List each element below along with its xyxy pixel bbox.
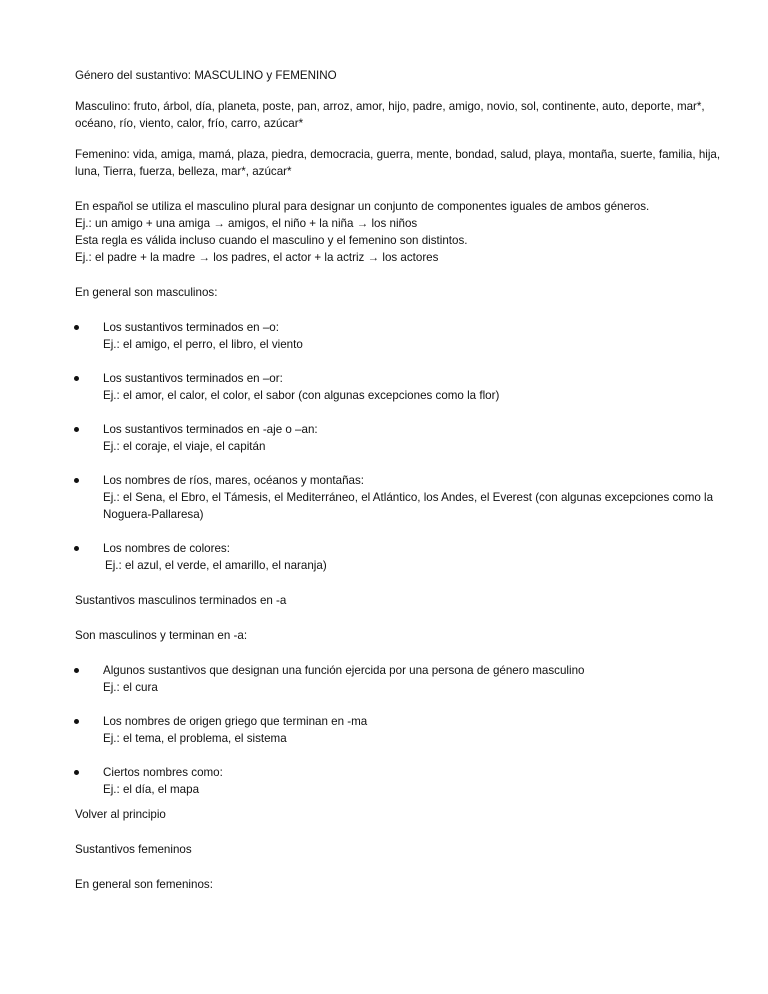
document-title: Género del sustantivo: MASCULINO y FEMENINO <box>75 69 337 82</box>
list-item-label: Los nombres de ríos, mares, océanos y montañas: <box>103 474 364 487</box>
list-item-example: Ej.: el tema, el problema, el sistema <box>103 732 287 745</box>
plural-rule-note: Esta regla es válida incluso cuando el masculino y el femenino son distintos. <box>75 234 468 247</box>
list-item-example: Ej.: el Sena, el Ebro, el Támesis, el Mediterráneo, el Atlántico, los Andes, el Everest (con algunas excepciones como la Noguera-Pallaresa) <box>103 491 714 521</box>
masculine-a-list <box>75 662 735 798</box>
bullet-icon <box>74 376 79 381</box>
bullet-icon <box>74 770 79 775</box>
list-item <box>89 421 735 455</box>
list-item-example: Ej.: el día, el mapa <box>103 783 200 796</box>
list-item <box>89 662 735 696</box>
list-item-example: Ej.: el azul, el verde, el amarillo, el naranja) <box>105 559 327 572</box>
list-item <box>89 319 735 353</box>
bullet-icon <box>74 546 79 551</box>
list-item-label: Los sustantivos terminados en –or: <box>103 372 283 385</box>
list-item-label: Los sustantivos terminados en -aje o –an: <box>103 423 318 436</box>
list-item-label: Algunos sustantivos que designan una función ejercida por una persona de género masculino <box>103 664 585 677</box>
feminine-word-list: Femenino: vida, amiga, mamá, plaza, piedra, democracia, guerra, mente, bondad, salud, playa, montaña, suerte, familia, hija, luna, Tierra, fuerza, belleza, mar*, azúcar* <box>75 148 721 178</box>
document-page <box>75 67 735 893</box>
list-item <box>89 764 735 798</box>
list-item-label: Ciertos nombres como: <box>103 766 223 779</box>
bullet-icon <box>74 427 79 432</box>
bullet-icon <box>74 325 79 330</box>
list-item <box>89 540 735 574</box>
plural-rule-example-2: Ej.: el padre + la madre → los padres, el actor + la actriz → los actores <box>75 251 439 264</box>
masculine-a-intro: Son masculinos y terminan en -a: <box>75 629 248 642</box>
list-item <box>89 472 735 523</box>
list-item-label: Los sustantivos terminados en –o: <box>103 321 279 334</box>
plural-rule-example: Ej.: un amigo + una amiga → amigos, el niño + la niña → los niños <box>75 217 418 230</box>
back-to-top-link[interactable]: Volver al principio <box>75 808 166 821</box>
bullet-icon <box>74 719 79 724</box>
list-item-label: Los nombres de colores: <box>103 542 230 555</box>
masculine-general-heading: En general son masculinos: <box>75 286 218 299</box>
list-item <box>89 713 735 747</box>
feminine-general-heading: En general son femeninos: <box>75 878 213 891</box>
masculine-a-heading: Sustantivos masculinos terminados en -a <box>75 594 287 607</box>
list-item-example: Ej.: el amigo, el perro, el libro, el viento <box>103 338 303 351</box>
list-item <box>89 370 735 404</box>
list-item-example: Ej.: el amor, el calor, el color, el sabor (con algunas excepciones como la flor) <box>103 389 500 402</box>
list-item-example: Ej.: el coraje, el viaje, el capitán <box>103 440 266 453</box>
feminine-heading: Sustantivos femeninos <box>75 843 192 856</box>
list-item-example: Ej.: el cura <box>103 681 158 694</box>
plural-rule-text: En español se utiliza el masculino plural para designar un conjunto de componentes iguales de ambos géneros. <box>75 200 650 213</box>
masculine-general-list <box>75 319 735 574</box>
list-item-label: Los nombres de origen griego que terminan en -ma <box>103 715 368 728</box>
masculine-word-list: Masculino: fruto, árbol, día, planeta, poste, pan, arroz, amor, hijo, padre, amigo, novio, sol, continente, auto, deporte, mar*, océano, río, viento, calor, frío, carro, azúcar* <box>75 100 705 130</box>
bullet-icon <box>74 668 79 673</box>
bullet-icon <box>74 478 79 483</box>
